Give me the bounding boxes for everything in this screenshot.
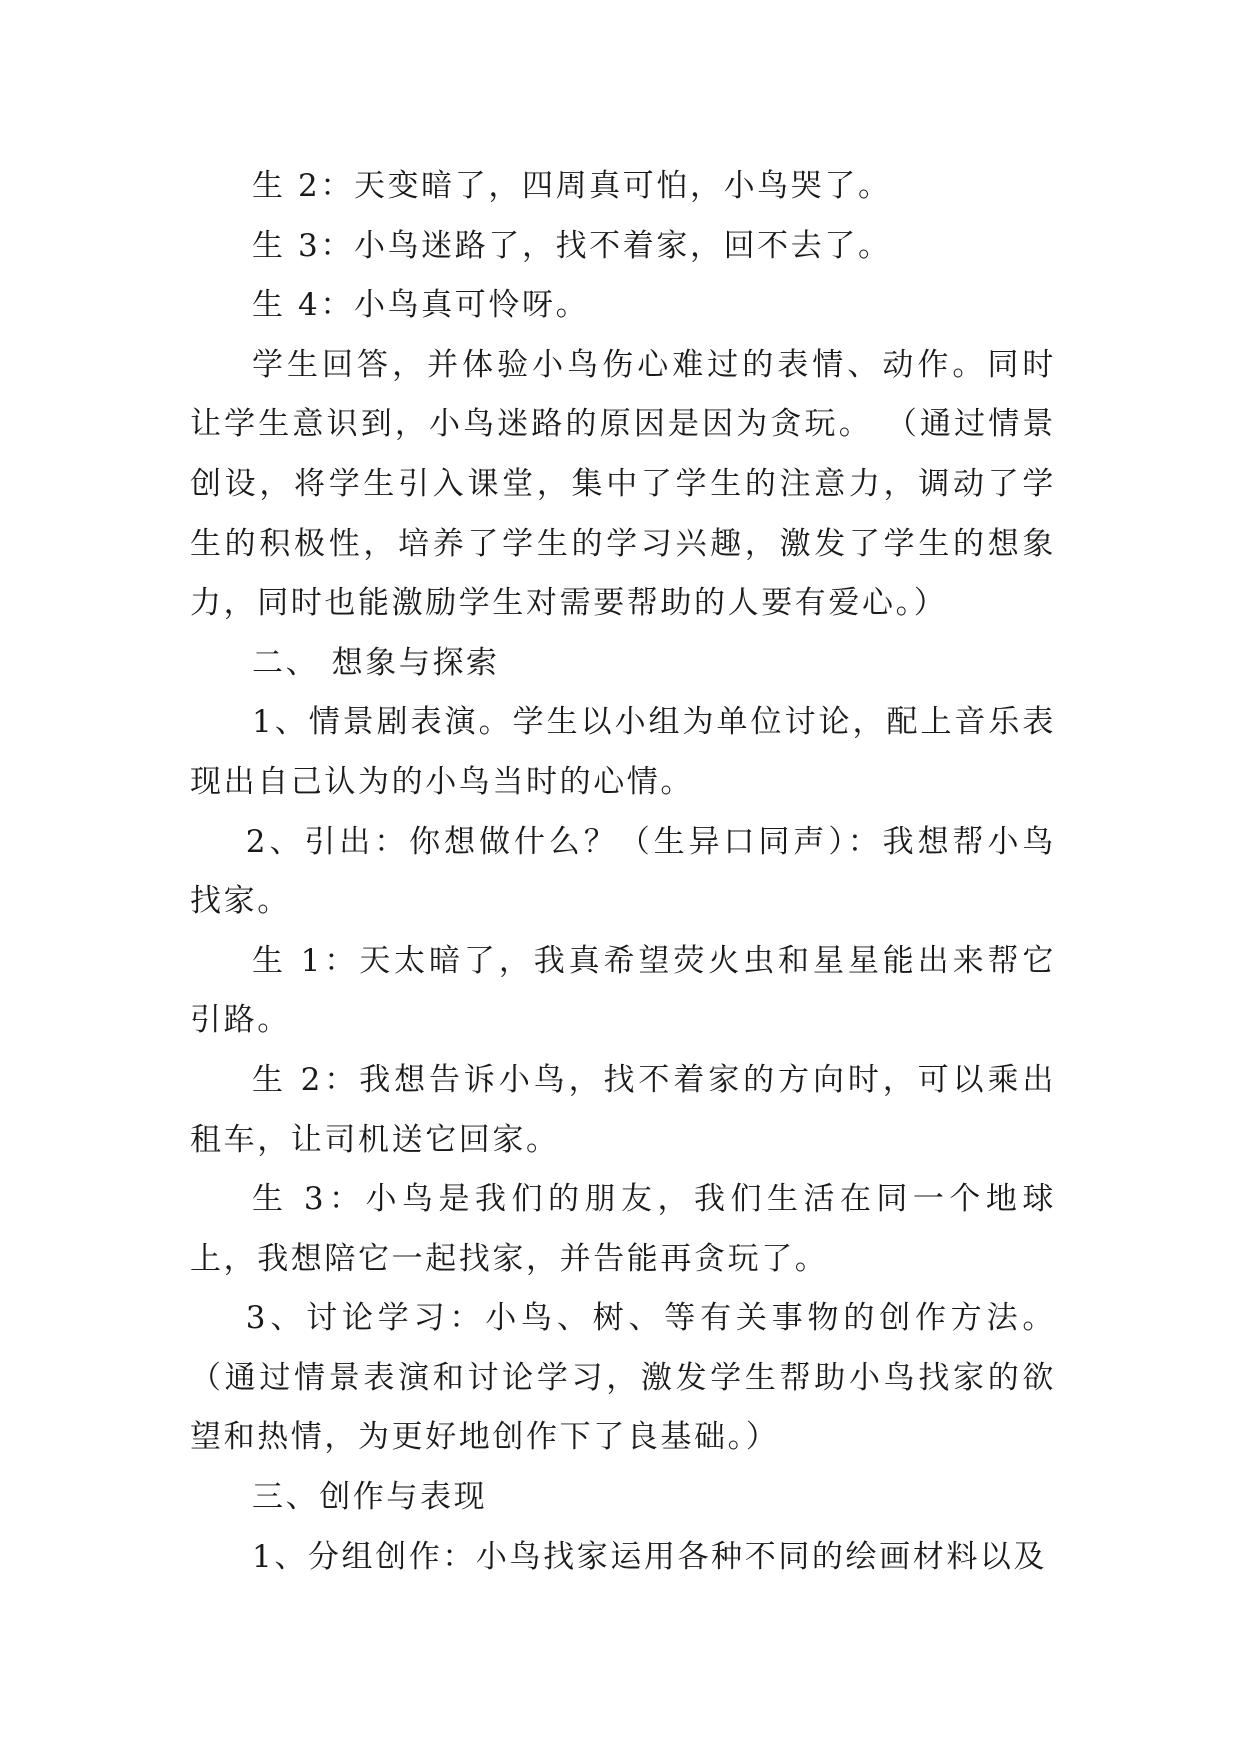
paragraph-student-2-taxi: 生 2：我想告诉小鸟，找不着家的方向时，可以乘出租车，让司机送它回家。 bbox=[190, 1061, 1056, 1158]
paragraph-item-1-scene-play: 1、情景剧表演。学生以小组为单位讨论，配上音乐表现出自己认为的小鸟当时的心情。 bbox=[190, 704, 1056, 800]
paragraph-item-3-discussion: 3、讨论学习：小鸟、树、等有关事物的创作方法。（通过情景表演和讨论学习，激发学生帮助小鸟找家的欲望和热情，为更好地创作下了良基础。） bbox=[190, 1300, 1056, 1456]
paragraph-student-3-friends: 生 3：小鸟是我们的朋友，我们生活在同一个地球上，我想陪它一起找家，并告能再贪玩了。 bbox=[190, 1181, 1056, 1277]
paragraph-item-2-lead-out: 2、引出：你想做什么？（生异口同声）：我想帮小鸟找家。 bbox=[190, 823, 1056, 920]
paragraph-student-4-pity: 生 4：小鸟真可怜呀。 bbox=[252, 287, 590, 324]
section-heading-two: 二、 想象与探索 bbox=[252, 644, 500, 681]
paragraph-student-1-fireflies: 生 1：天太暗了，我真希望荧火虫和星星能出来帮它引路。 bbox=[190, 942, 1056, 1039]
paragraph-item-1-group-creation: 1、分组创作：小鸟找家运用各种不同的绘画材料以及 bbox=[252, 1538, 1048, 1575]
document-body bbox=[190, 157, 1056, 1587]
paragraph-answer-experience: 学生回答，并体验小鸟伤心难过的表情、动作。同时让学生意识到，小鸟迷路的原因是因为贪玩。 （通过情景创设，将学生引入课堂，集中了学生的注意力，调动了学生的积极性，培养了学生的学习兴趣，激发了学生的想象力，同时也能激励学生对需要帮助的人要有爱心。） bbox=[190, 346, 1056, 622]
section-heading-three: 三、创作与表现 bbox=[252, 1479, 488, 1516]
paragraph-student-2-dark: 生 2：天变暗了，四周真可怕，小鸟哭了。 bbox=[252, 168, 892, 204]
paragraph-student-3-lost: 生 3：小鸟迷路了，找不着家，回不去了。 bbox=[252, 227, 892, 264]
